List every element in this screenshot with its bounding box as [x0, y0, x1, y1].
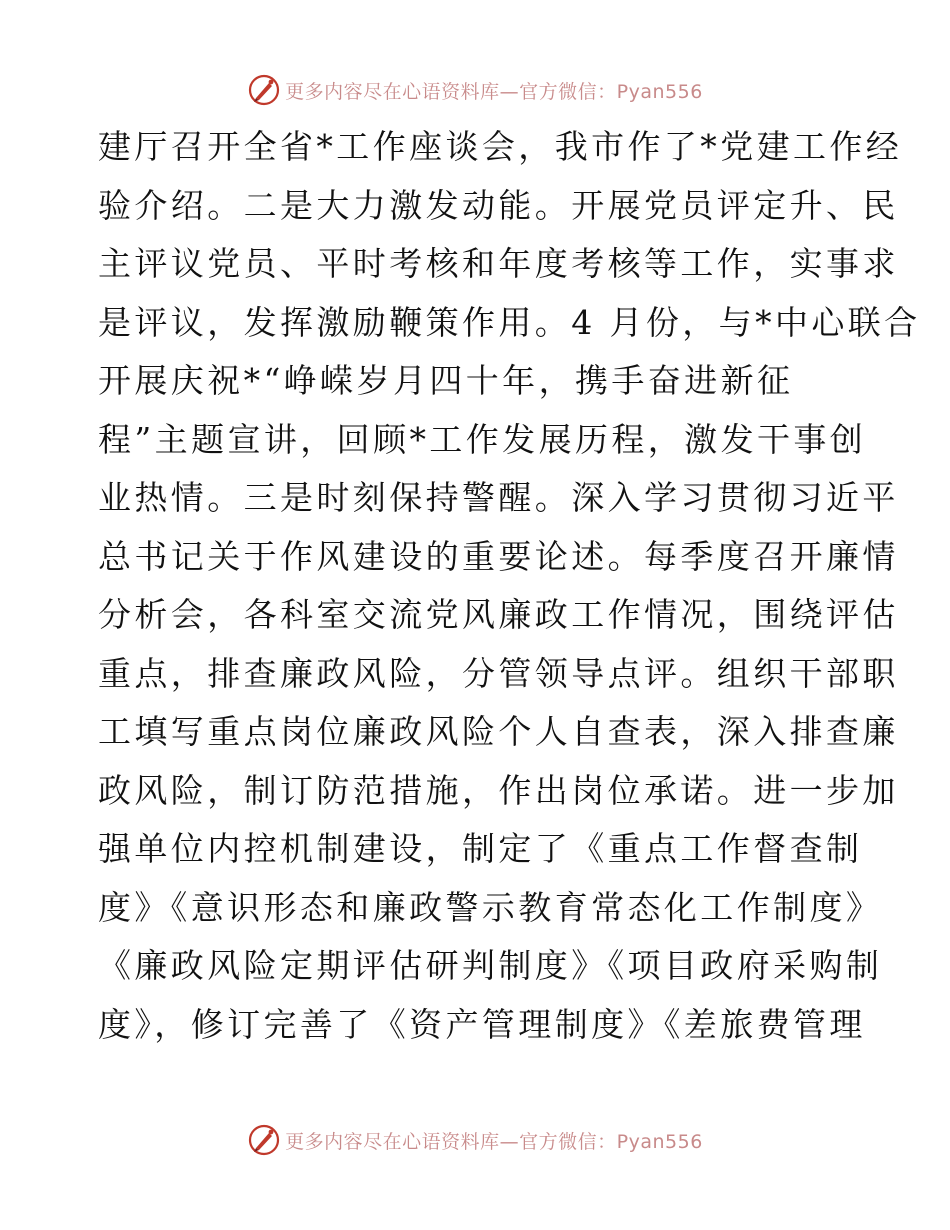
watermark-text: 更多内容尽在心语资料库—官方微信：Pyan556 [285, 1130, 703, 1153]
text-line: 政风险，制订防范措施，作出岗位承诺。进一步加 [98, 770, 899, 810]
text-line: 建厅召开全省*工作座谈会，我市作了*党建工作经 [98, 127, 903, 166]
text-line: 业热情。三是时刻保持警醒。深入学习贯彻习近平 [98, 478, 899, 517]
text-line: 度》，修订完善了《资产管理制度》《差旅费管理 [98, 1004, 866, 1044]
document-body [98, 118, 921, 1054]
pen-logo-icon [247, 73, 281, 107]
text-line: 程”主题宣讲，回顾*工作发展历程，激发干事创 [98, 419, 867, 459]
footer-watermark [0, 1120, 950, 1160]
text-line: 度》《意识形态和廉政警示教育常态化工作制度》 [98, 887, 883, 927]
text-line: 验介绍。二是大力激发动能。开展党员评定升、民 [98, 185, 899, 225]
watermark-text: 更多内容尽在心语资料库—官方微信：Pyan556 [285, 80, 703, 103]
text-line: 分析会，各科室交流党风廉政工作情况，围绕评估 [98, 595, 899, 634]
pen-logo-icon [247, 1123, 281, 1157]
text-line: 工填写重点岗位廉政风险个人自查表，深入排查廉 [98, 712, 899, 751]
text-line: 《廉政风险定期评估研判制度》《项目政府采购制 [98, 946, 883, 985]
text-line: 是评议，发挥激励鞭策作用。4 月份，与*中心联合 [98, 302, 921, 342]
text-line: 总书记关于作风建设的重要论述。每季度召开廉情 [98, 536, 899, 576]
text-line: 强单位内控机制建设，制定了《重点工作督查制 [98, 829, 863, 868]
text-line: 重点，排查廉政风险，分管领导点评。组织干部职 [98, 653, 899, 693]
text-line: 开展庆祝*“峥嵘岁月四十年，携手奋进新征 [98, 361, 794, 400]
header-watermark [0, 70, 950, 110]
text-line: 主评议党员、平时考核和年度考核等工作，实事求 [98, 244, 899, 283]
